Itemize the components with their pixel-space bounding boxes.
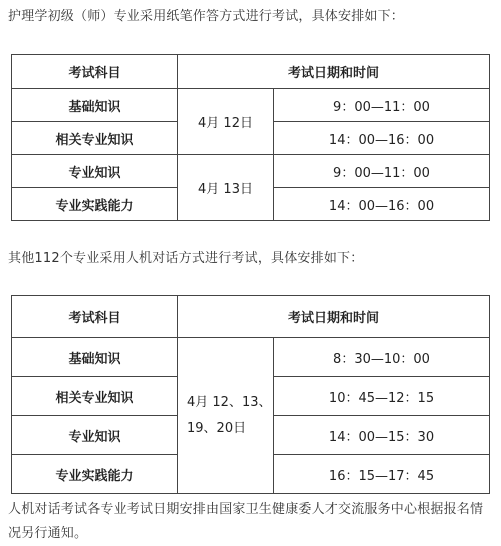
subject-cell: 专业实践能力 [12,455,178,494]
time-cell: 14：00—15：30 [274,416,490,455]
computer-exam-schedule-table [11,295,490,494]
date-cell [178,338,274,494]
subject-cell: 专业实践能力 [12,188,178,221]
intro-paper-exam: 护理学初级（师）专业采用纸笔作答方式进行考试，具体安排如下： [8,9,405,24]
header-subject: 考试科目 [12,55,178,89]
time-cell: 8：30—10：00 [274,338,490,377]
subject-cell: 相关专业知识 [12,122,178,155]
table-row [12,155,490,188]
table-header-row [12,55,490,89]
time-cell: 9：00—11：00 [274,155,490,188]
intro-computer-exam: 其他112个专业采用人机对话方式进行考试，具体安排如下： [8,251,364,266]
table-row [12,338,490,377]
header-subject: 考试科目 [12,296,178,338]
paper-exam-schedule-table [11,54,490,221]
time-cell: 16：15—17：45 [274,455,490,494]
date-cell: 4月 13日 [178,155,274,221]
date-text: 4月 12、13、 19、20日 [187,394,272,436]
schedule-note: 人机对话考试各专业考试日期安排由国家卫生健康委人才交流服务中心根据报名情况另行通知。 [8,502,484,541]
table-row [12,89,490,122]
time-cell: 14：00—16：00 [274,122,490,155]
table-header-row [12,296,490,338]
subject-cell: 基础知识 [12,338,178,377]
date-cell: 4月 12日 [178,89,274,155]
time-cell: 10：45—12：15 [274,377,490,416]
header-datetime: 考试日期和时间 [178,55,490,89]
header-datetime: 考试日期和时间 [178,296,490,338]
subject-cell: 专业知识 [12,416,178,455]
subject-cell: 专业知识 [12,155,178,188]
subject-cell: 相关专业知识 [12,377,178,416]
subject-cell: 基础知识 [12,89,178,122]
time-cell: 14：00—16：00 [274,188,490,221]
time-cell: 9：00—11：00 [274,89,490,122]
